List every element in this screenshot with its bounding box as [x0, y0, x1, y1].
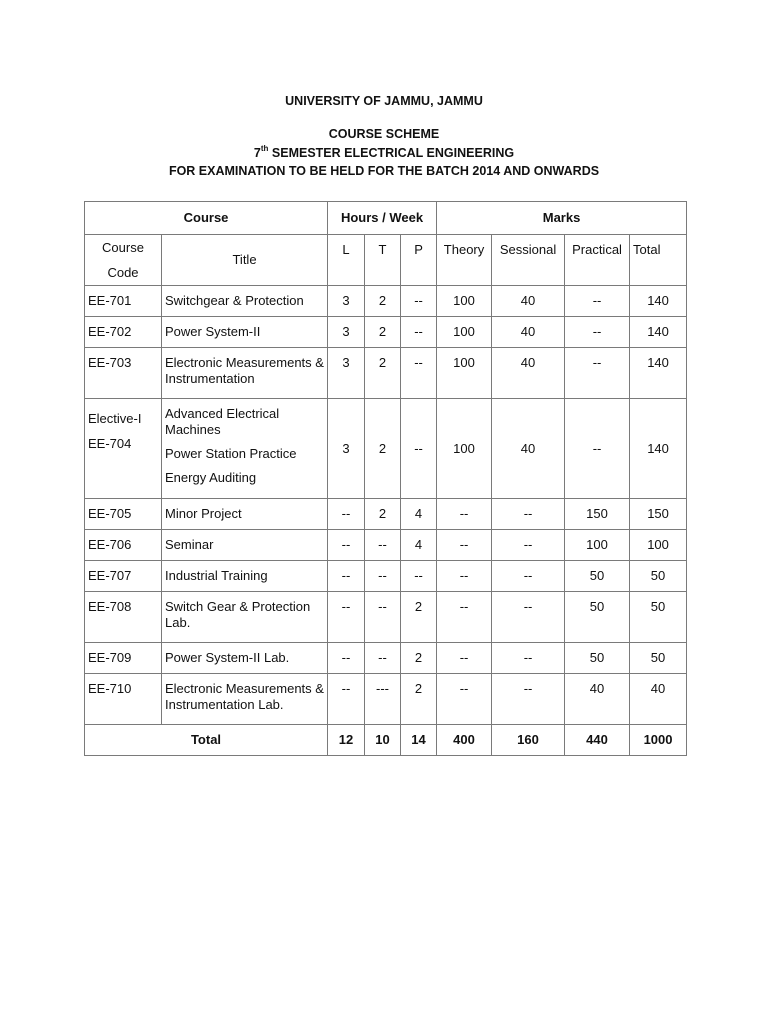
practical-hours: 4 — [401, 530, 437, 561]
total-sessional-marks: 160 — [492, 725, 565, 756]
total-marks: 140 — [630, 317, 687, 348]
practical-hours: 2 — [401, 592, 437, 643]
table-row — [85, 286, 687, 317]
sessional-marks: 40 — [492, 317, 565, 348]
total-theory-marks: 400 — [437, 725, 492, 756]
course-title: Switchgear & Protection — [162, 286, 328, 317]
theory-marks: -- — [437, 499, 492, 530]
tutorial-hours: --- — [365, 674, 401, 725]
lecture-hours: 3 — [328, 348, 365, 399]
examination-title: FOR EXAMINATION TO BE HELD FOR THE BATCH 2014 AND ONWARDS — [168, 164, 600, 178]
practical-marks: 150 — [565, 499, 630, 530]
table-row — [85, 592, 687, 643]
course-scheme-title: COURSE SCHEME — [328, 127, 440, 141]
elective-option: Power Station Practice — [165, 446, 297, 461]
theory-marks: -- — [437, 643, 492, 674]
theory-marks: -- — [437, 561, 492, 592]
course-code-header-line2: Code — [107, 265, 139, 280]
total-lecture-hours: 12 — [328, 725, 365, 756]
course-code: EE-702 — [85, 317, 162, 348]
practical-hours: -- — [401, 561, 437, 592]
course-code: EE-701 — [85, 286, 162, 317]
course-title: Power System-II Lab. — [162, 643, 328, 674]
sessional-marks: 40 — [492, 348, 565, 399]
tutorial-hours: 2 — [365, 286, 401, 317]
p-header: P — [401, 235, 437, 286]
semester-title — [0, 145, 768, 161]
tutorial-hours: 2 — [365, 499, 401, 530]
lecture-hours: -- — [328, 530, 365, 561]
practical-hours: -- — [401, 286, 437, 317]
practical-header: Practical — [565, 235, 630, 286]
sessional-marks: -- — [492, 499, 565, 530]
l-header: L — [328, 235, 365, 286]
practical-marks: 40 — [565, 674, 630, 725]
practical-marks: 50 — [565, 561, 630, 592]
sessional-marks: -- — [492, 643, 565, 674]
lecture-hours: -- — [328, 561, 365, 592]
practical-hours: -- — [401, 348, 437, 399]
course-code: EE-708 — [85, 592, 162, 643]
semester-ordinal: th — [260, 143, 269, 153]
total-label: Total — [85, 725, 328, 756]
elective-course-code — [85, 399, 162, 499]
t-header: T — [365, 235, 401, 286]
total-marks: 50 — [630, 561, 687, 592]
theory-marks: 100 — [437, 286, 492, 317]
table-row — [85, 643, 687, 674]
table-row — [85, 317, 687, 348]
theory-marks: -- — [437, 592, 492, 643]
group-header-row — [85, 202, 687, 235]
lecture-hours: 3 — [328, 399, 365, 499]
practical-hours: -- — [401, 317, 437, 348]
course-title: Minor Project — [162, 499, 328, 530]
course-code: EE-705 — [85, 499, 162, 530]
table-row — [85, 561, 687, 592]
sessional-marks: -- — [492, 674, 565, 725]
sessional-header: Sessional — [492, 235, 565, 286]
course-title: Electronic Measurements & Instrumentation Lab. — [162, 674, 328, 725]
practical-hours: -- — [401, 399, 437, 499]
theory-header: Theory — [437, 235, 492, 286]
elective-option: Advanced Electrical Machines — [165, 406, 280, 437]
table-row — [85, 499, 687, 530]
course-code: EE-707 — [85, 561, 162, 592]
practical-marks: 100 — [565, 530, 630, 561]
sessional-marks: -- — [492, 530, 565, 561]
column-header-row — [85, 235, 687, 286]
sessional-marks: 40 — [492, 286, 565, 317]
course-group-header: Course — [85, 202, 328, 235]
practical-marks: 50 — [565, 592, 630, 643]
total-marks: 150 — [630, 499, 687, 530]
lecture-hours: -- — [328, 592, 365, 643]
course-code: EE-709 — [85, 643, 162, 674]
total-tutorial-hours: 10 — [365, 725, 401, 756]
table-row — [85, 348, 687, 399]
practical-hours: 2 — [401, 643, 437, 674]
practical-marks: -- — [565, 317, 630, 348]
course-code: EE-710 — [85, 674, 162, 725]
tutorial-hours: 2 — [365, 399, 401, 499]
table-row — [85, 674, 687, 725]
sessional-marks: 40 — [492, 399, 565, 499]
semester-number: 7 — [253, 146, 261, 160]
lecture-hours: 3 — [328, 286, 365, 317]
course-title: Switch Gear & Protection Lab. — [162, 592, 328, 643]
lecture-hours: -- — [328, 499, 365, 530]
sessional-marks: -- — [492, 561, 565, 592]
table-row — [85, 530, 687, 561]
elective-titles — [162, 399, 328, 499]
theory-marks: -- — [437, 530, 492, 561]
lecture-hours: 3 — [328, 317, 365, 348]
course-title: Electronic Measurements & Instrumentation — [162, 348, 328, 399]
tutorial-hours: 2 — [365, 348, 401, 399]
course-code-header-line1: Course — [102, 240, 144, 255]
tutorial-hours: -- — [365, 561, 401, 592]
theory-marks: 100 — [437, 348, 492, 399]
course-title: Power System-II — [162, 317, 328, 348]
course-code: EE-704 — [88, 436, 132, 451]
marks-group-header: Marks — [437, 202, 687, 235]
total-marks: 140 — [630, 286, 687, 317]
theory-marks: -- — [437, 674, 492, 725]
lecture-hours: -- — [328, 643, 365, 674]
university-title: UNIVERSITY OF JAMMU, JAMMU — [285, 94, 483, 108]
total-marks: 100 — [630, 530, 687, 561]
total-marks: 50 — [630, 592, 687, 643]
total-marks: 40 — [630, 674, 687, 725]
total-header: Total — [630, 235, 687, 286]
course-title: Industrial Training — [162, 561, 328, 592]
course-scheme-table — [84, 201, 687, 756]
practical-hours: 2 — [401, 674, 437, 725]
tutorial-hours: -- — [365, 530, 401, 561]
course-code: EE-706 — [85, 530, 162, 561]
total-row — [85, 725, 687, 756]
course-code-header — [85, 235, 162, 286]
hours-group-header: Hours / Week — [328, 202, 437, 235]
practical-marks: 50 — [565, 643, 630, 674]
title-header: Title — [162, 235, 328, 286]
total-practical-hours: 14 — [401, 725, 437, 756]
course-code: EE-703 — [85, 348, 162, 399]
elective-option: Energy Auditing — [165, 470, 257, 485]
total-marks: 50 — [630, 643, 687, 674]
semester-text: SEMESTER ELECTRICAL ENGINEERING — [268, 146, 515, 160]
lecture-hours: -- — [328, 674, 365, 725]
tutorial-hours: -- — [365, 592, 401, 643]
total-practical-marks: 440 — [565, 725, 630, 756]
total-marks: 140 — [630, 348, 687, 399]
practical-hours: 4 — [401, 499, 437, 530]
theory-marks: 100 — [437, 317, 492, 348]
practical-marks: -- — [565, 348, 630, 399]
tutorial-hours: -- — [365, 643, 401, 674]
total-marks: 140 — [630, 399, 687, 499]
course-title: Seminar — [162, 530, 328, 561]
sessional-marks: -- — [492, 592, 565, 643]
table-row — [85, 399, 687, 499]
practical-marks: -- — [565, 399, 630, 499]
elective-label: Elective-I — [88, 411, 142, 426]
grand-total-marks: 1000 — [630, 725, 687, 756]
tutorial-hours: 2 — [365, 317, 401, 348]
practical-marks: -- — [565, 286, 630, 317]
theory-marks: 100 — [437, 399, 492, 499]
